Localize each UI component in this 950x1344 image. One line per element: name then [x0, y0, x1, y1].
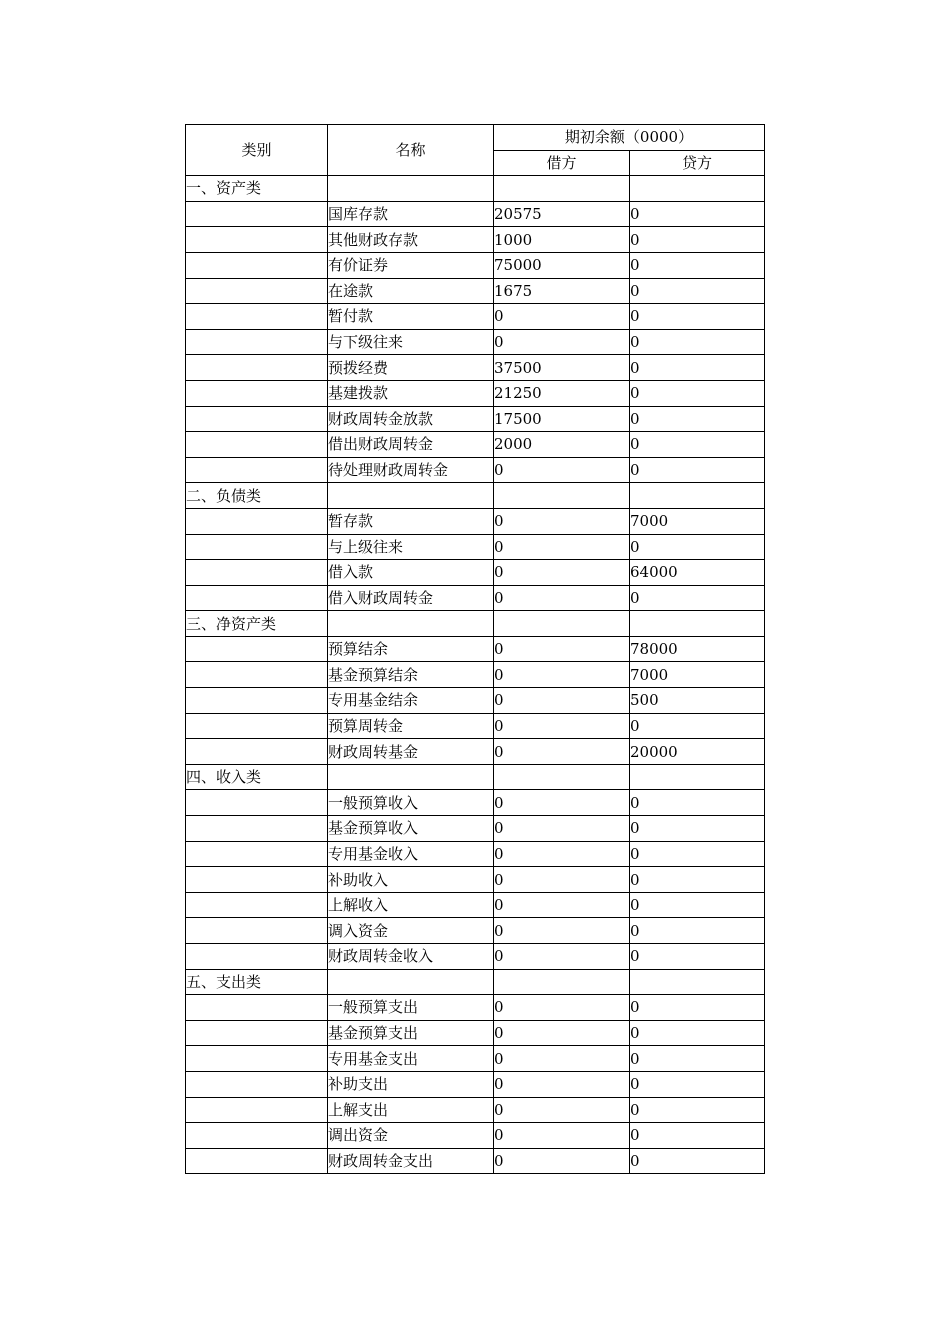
table-row: [186, 636, 765, 662]
credit-value: 64000: [630, 560, 765, 586]
debit-value: 2000: [494, 432, 630, 458]
table-row: [186, 278, 765, 304]
credit-value: 0: [630, 355, 765, 381]
empty-cell: [186, 406, 328, 432]
debit-value: 0: [494, 457, 630, 483]
debit-value: 0: [494, 918, 630, 944]
item-name: 调入资金: [328, 918, 494, 944]
empty-cell: [186, 1071, 328, 1097]
item-name: 调出资金: [328, 1123, 494, 1149]
debit-value: 0: [494, 1148, 630, 1174]
empty-cell: [186, 1097, 328, 1123]
table-row: [186, 841, 765, 867]
item-name: 专用基金收入: [328, 841, 494, 867]
debit-value: 0: [494, 790, 630, 816]
item-name: 上解收入: [328, 892, 494, 918]
empty-cell: [186, 508, 328, 534]
empty-cell: [186, 227, 328, 253]
empty-cell: [328, 611, 494, 637]
debit-value: 75000: [494, 252, 630, 278]
table-row: [186, 892, 765, 918]
table-row: [186, 329, 765, 355]
item-name: 借出财政周转金: [328, 432, 494, 458]
empty-cell: [494, 483, 630, 509]
section-title: 三、净资产类: [186, 611, 328, 637]
debit-value: 0: [494, 995, 630, 1021]
table-row: [186, 457, 765, 483]
item-name: 一般预算收入: [328, 790, 494, 816]
credit-value: 0: [630, 304, 765, 330]
empty-cell: [328, 176, 494, 202]
debit-value: 0: [494, 739, 630, 765]
empty-cell: [328, 969, 494, 995]
credit-value: 0: [630, 944, 765, 970]
section-row: [186, 969, 765, 995]
debit-value: 20575: [494, 201, 630, 227]
debit-value: 0: [494, 867, 630, 893]
credit-value: 0: [630, 892, 765, 918]
credit-value: 0: [630, 406, 765, 432]
credit-value: 0: [630, 227, 765, 253]
item-name: 专用基金支出: [328, 1046, 494, 1072]
table-row: [186, 1071, 765, 1097]
item-name: 财政周转金放款: [328, 406, 494, 432]
debit-value: 1000: [494, 227, 630, 253]
table-row: [186, 508, 765, 534]
empty-cell: [186, 329, 328, 355]
item-name: 上解支出: [328, 1097, 494, 1123]
empty-cell: [186, 713, 328, 739]
section-row: [186, 176, 765, 202]
table-row: [186, 252, 765, 278]
empty-cell: [186, 918, 328, 944]
debit-value: 0: [494, 534, 630, 560]
empty-cell: [186, 688, 328, 714]
table-row: [186, 1148, 765, 1174]
table-row: [186, 432, 765, 458]
section-title: 四、收入类: [186, 764, 328, 790]
empty-cell: [494, 764, 630, 790]
table-row: [186, 534, 765, 560]
debit-value: 0: [494, 892, 630, 918]
table-row: [186, 304, 765, 330]
table-row: [186, 1097, 765, 1123]
credit-value: 0: [630, 1046, 765, 1072]
empty-cell: [186, 278, 328, 304]
credit-value: 0: [630, 380, 765, 406]
empty-cell: [186, 944, 328, 970]
table-row: [186, 944, 765, 970]
empty-cell: [630, 969, 765, 995]
section-title: 五、支出类: [186, 969, 328, 995]
item-name: 待处理财政周转金: [328, 457, 494, 483]
credit-value: 0: [630, 432, 765, 458]
item-name: 补助支出: [328, 1071, 494, 1097]
empty-cell: [328, 483, 494, 509]
header-credit: 贷方: [630, 150, 765, 176]
table-row: [186, 995, 765, 1021]
debit-value: 0: [494, 713, 630, 739]
credit-value: 7000: [630, 508, 765, 534]
credit-value: 0: [630, 790, 765, 816]
table-row: [186, 688, 765, 714]
item-name: 预算周转金: [328, 713, 494, 739]
item-name: 基建拨款: [328, 380, 494, 406]
empty-cell: [186, 892, 328, 918]
empty-cell: [494, 611, 630, 637]
table-row: [186, 662, 765, 688]
credit-value: 78000: [630, 636, 765, 662]
item-name: 基金预算支出: [328, 1020, 494, 1046]
empty-cell: [186, 457, 328, 483]
debit-value: 0: [494, 1123, 630, 1149]
credit-value: 0: [630, 1071, 765, 1097]
header-debit: 借方: [494, 150, 630, 176]
table-row: [186, 739, 765, 765]
section-title: 二、负债类: [186, 483, 328, 509]
credit-value: 0: [630, 457, 765, 483]
debit-value: 0: [494, 841, 630, 867]
item-name: 借入财政周转金: [328, 585, 494, 611]
debit-value: 0: [494, 1071, 630, 1097]
empty-cell: [186, 534, 328, 560]
opening-balance-table: [185, 124, 765, 1174]
item-name: 基金预算收入: [328, 816, 494, 842]
empty-cell: [186, 380, 328, 406]
credit-value: 0: [630, 585, 765, 611]
debit-value: 1675: [494, 278, 630, 304]
item-name: 暂付款: [328, 304, 494, 330]
item-name: 专用基金结余: [328, 688, 494, 714]
credit-value: 0: [630, 841, 765, 867]
table-row: [186, 1020, 765, 1046]
empty-cell: [186, 867, 328, 893]
credit-value: 20000: [630, 739, 765, 765]
table-row: [186, 1046, 765, 1072]
credit-value: 0: [630, 278, 765, 304]
empty-cell: [186, 816, 328, 842]
item-name: 与下级往来: [328, 329, 494, 355]
debit-value: 0: [494, 1097, 630, 1123]
debit-value: 0: [494, 329, 630, 355]
table-row: [186, 406, 765, 432]
header-category: 类别: [186, 125, 328, 176]
credit-value: 0: [630, 534, 765, 560]
item-name: 预算结余: [328, 636, 494, 662]
empty-cell: [186, 739, 328, 765]
item-name: 其他财政存款: [328, 227, 494, 253]
debit-value: 0: [494, 585, 630, 611]
table-row: [186, 201, 765, 227]
item-name: 财政周转金支出: [328, 1148, 494, 1174]
empty-cell: [186, 1020, 328, 1046]
item-name: 国库存款: [328, 201, 494, 227]
empty-cell: [328, 764, 494, 790]
table-row: [186, 560, 765, 586]
credit-value: 0: [630, 995, 765, 1021]
empty-cell: [186, 790, 328, 816]
table-body: [186, 176, 765, 1174]
debit-value: 0: [494, 816, 630, 842]
empty-cell: [630, 176, 765, 202]
item-name: 与上级往来: [328, 534, 494, 560]
empty-cell: [186, 252, 328, 278]
empty-cell: [186, 432, 328, 458]
empty-cell: [630, 764, 765, 790]
credit-value: 0: [630, 329, 765, 355]
credit-value: 0: [630, 1097, 765, 1123]
empty-cell: [186, 1046, 328, 1072]
credit-value: 0: [630, 1148, 765, 1174]
item-name: 补助收入: [328, 867, 494, 893]
table-row: [186, 355, 765, 381]
table-row: [186, 227, 765, 253]
debit-value: 0: [494, 1046, 630, 1072]
table-row: [186, 713, 765, 739]
debit-value: 0: [494, 944, 630, 970]
item-name: 暂存款: [328, 508, 494, 534]
table-row: [186, 816, 765, 842]
credit-value: 0: [630, 816, 765, 842]
section-title: 一、资产类: [186, 176, 328, 202]
table-row: [186, 1123, 765, 1149]
item-name: 在途款: [328, 278, 494, 304]
empty-cell: [630, 483, 765, 509]
table-row: [186, 380, 765, 406]
item-name: 财政周转基金: [328, 739, 494, 765]
debit-value: 17500: [494, 406, 630, 432]
header-opening-balance: 期初余额（0000）: [494, 125, 765, 151]
table-row: [186, 585, 765, 611]
empty-cell: [186, 304, 328, 330]
debit-value: 0: [494, 636, 630, 662]
empty-cell: [494, 176, 630, 202]
item-name: 借入款: [328, 560, 494, 586]
empty-cell: [186, 355, 328, 381]
debit-value: 0: [494, 560, 630, 586]
section-row: [186, 764, 765, 790]
table-row: [186, 918, 765, 944]
empty-cell: [186, 560, 328, 586]
credit-value: 0: [630, 713, 765, 739]
credit-value: 0: [630, 867, 765, 893]
credit-value: 0: [630, 1020, 765, 1046]
table-row: [186, 790, 765, 816]
header-name: 名称: [328, 125, 494, 176]
debit-value: 0: [494, 304, 630, 330]
debit-value: 0: [494, 662, 630, 688]
section-row: [186, 611, 765, 637]
credit-value: 7000: [630, 662, 765, 688]
item-name: 预拨经费: [328, 355, 494, 381]
debit-value: 37500: [494, 355, 630, 381]
debit-value: 0: [494, 508, 630, 534]
section-row: [186, 483, 765, 509]
empty-cell: [186, 995, 328, 1021]
empty-cell: [186, 201, 328, 227]
debit-value: 0: [494, 688, 630, 714]
empty-cell: [186, 585, 328, 611]
credit-value: 500: [630, 688, 765, 714]
empty-cell: [186, 841, 328, 867]
credit-value: 0: [630, 1123, 765, 1149]
empty-cell: [186, 1123, 328, 1149]
empty-cell: [494, 969, 630, 995]
credit-value: 0: [630, 918, 765, 944]
item-name: 一般预算支出: [328, 995, 494, 1021]
credit-value: 0: [630, 252, 765, 278]
debit-value: 0: [494, 1020, 630, 1046]
item-name: 基金预算结余: [328, 662, 494, 688]
empty-cell: [186, 636, 328, 662]
empty-cell: [630, 611, 765, 637]
item-name: 有价证券: [328, 252, 494, 278]
table-header: [186, 125, 765, 176]
empty-cell: [186, 662, 328, 688]
credit-value: 0: [630, 201, 765, 227]
empty-cell: [186, 1148, 328, 1174]
debit-value: 21250: [494, 380, 630, 406]
item-name: 财政周转金收入: [328, 944, 494, 970]
table-row: [186, 867, 765, 893]
